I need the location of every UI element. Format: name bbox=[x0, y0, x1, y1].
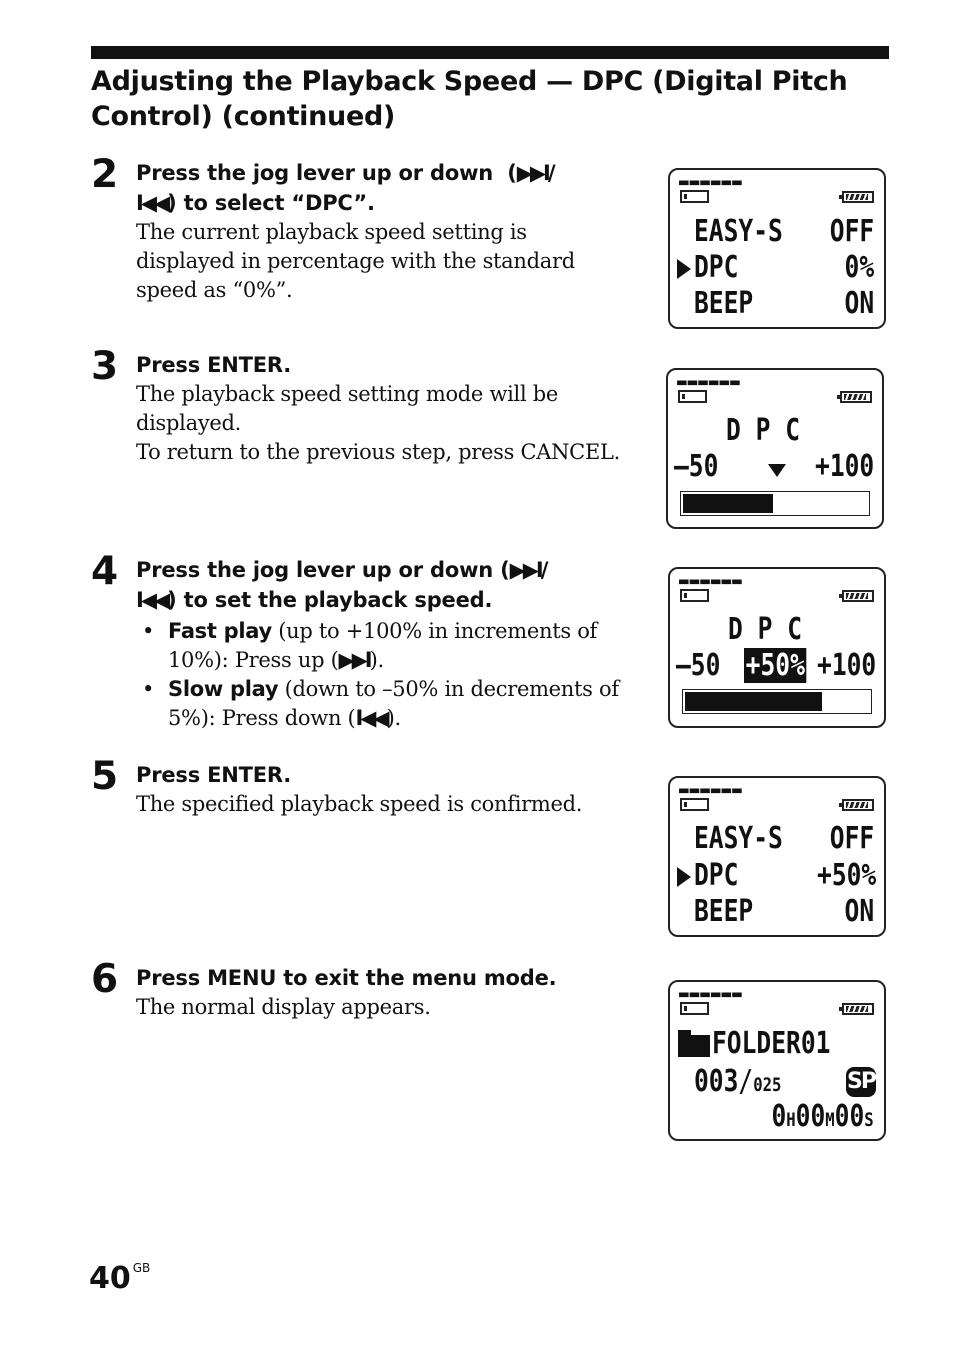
menu-item-value: ON bbox=[844, 894, 874, 929]
menu-item-value: 0% bbox=[844, 250, 874, 285]
step-body: The current playback speed setting is displayed in percentage with the standard speed as “0%”. bbox=[136, 220, 575, 302]
dpc-title: D P C bbox=[728, 612, 803, 647]
list-item: • Slow play (down to –50% in decrements of 5%): Press down (I◀◀). bbox=[142, 677, 619, 730]
speed-bar bbox=[680, 491, 870, 516]
lcd-display-normal bbox=[668, 980, 886, 1141]
scale-max: +100 bbox=[814, 449, 874, 484]
step-number: 3 bbox=[91, 344, 119, 389]
cursor-arrow-icon bbox=[677, 867, 691, 887]
scale-min: –50 bbox=[676, 648, 721, 683]
lcd-display-menu-confirmed bbox=[668, 776, 886, 937]
step-6 bbox=[91, 957, 621, 1022]
prev-track-icon: I◀◀ bbox=[136, 191, 168, 215]
menu-item-label: DPC bbox=[694, 250, 739, 285]
memory-card-icon bbox=[680, 589, 709, 602]
menu-item-value: OFF bbox=[829, 214, 874, 249]
memory-card-icon bbox=[680, 190, 709, 203]
lcd-display-dpc bbox=[666, 368, 884, 529]
scale-max: +100 bbox=[816, 648, 876, 683]
next-track-icon: ▶▶I bbox=[338, 648, 370, 672]
menu-item-label: BEEP bbox=[694, 894, 754, 929]
step-heading: Press MENU to exit the menu mode. bbox=[136, 966, 557, 990]
battery-icon bbox=[842, 590, 874, 602]
menu-item-value: +50% bbox=[816, 858, 876, 893]
menu-item-label: DPC bbox=[694, 858, 739, 893]
menu-item-value: OFF bbox=[829, 821, 874, 856]
step-heading: Press ENTER. bbox=[136, 763, 292, 787]
folder-icon bbox=[678, 1035, 710, 1057]
cursor-arrow-icon bbox=[677, 259, 691, 279]
scale-min: –50 bbox=[674, 449, 719, 484]
current-speed: +50% bbox=[745, 648, 805, 683]
step-number: 4 bbox=[91, 549, 119, 594]
step-2 bbox=[91, 152, 621, 305]
step-number: 2 bbox=[91, 152, 119, 197]
prev-track-icon: I◀◀ bbox=[355, 706, 387, 730]
lcd-display-menu bbox=[668, 168, 886, 329]
record-mode-badge: SP bbox=[846, 1067, 876, 1097]
step-body-2: To return to the previous step, press CANCEL. bbox=[136, 440, 620, 464]
pointer-triangle-icon bbox=[768, 464, 786, 477]
level-dashes: ▬▬▬▬▬▬ bbox=[679, 984, 743, 1003]
list-item: • Fast play (up to +100% in increments of 10%): Press up (▶▶I). bbox=[142, 619, 598, 672]
elapsed-time: 0H00M00S bbox=[771, 1099, 874, 1134]
speed-bar-fill bbox=[685, 692, 822, 711]
menu-item-label: EASY-S bbox=[694, 821, 783, 856]
step-body: The normal display appears. bbox=[136, 995, 431, 1019]
step-body: The playback speed setting mode will be displayed. bbox=[136, 382, 559, 435]
step-3 bbox=[91, 344, 621, 467]
next-track-icon: ▶▶I bbox=[516, 161, 548, 185]
step-number: 5 bbox=[91, 754, 119, 799]
folder-name: FOLDER01 bbox=[712, 1026, 831, 1061]
menu-item-label: BEEP bbox=[694, 286, 754, 321]
step-heading: Press ENTER. bbox=[136, 353, 292, 377]
memory-card-icon bbox=[680, 1002, 709, 1015]
page-number: 40 $^{GB}$ bbox=[89, 1261, 151, 1296]
dpc-title: D P C bbox=[726, 413, 801, 448]
battery-icon bbox=[840, 391, 872, 403]
step-4 bbox=[91, 549, 621, 733]
next-track-icon: ▶▶I bbox=[509, 558, 541, 582]
bullet-list bbox=[136, 617, 621, 733]
level-dashes: ▬▬▬▬▬▬ bbox=[677, 372, 741, 391]
track-counter: 003/025 bbox=[694, 1064, 782, 1099]
battery-icon bbox=[842, 799, 874, 811]
speed-bar bbox=[682, 689, 872, 714]
lcd-display-dpc-set bbox=[668, 567, 886, 728]
menu-item-value: ON bbox=[844, 286, 874, 321]
memory-card-icon bbox=[680, 798, 709, 811]
step-body: The specified playback speed is confirmed. bbox=[136, 792, 583, 816]
speed-bar-fill bbox=[683, 494, 773, 513]
memory-card-icon bbox=[678, 390, 707, 403]
step-heading: Press the jog lever up or down (▶▶I/ I◀◀) to set the playback speed. bbox=[136, 558, 549, 612]
level-dashes: ▬▬▬▬▬▬ bbox=[679, 780, 743, 799]
battery-icon bbox=[842, 1003, 874, 1015]
top-rule bbox=[91, 46, 889, 59]
menu-item-label: EASY-S bbox=[694, 214, 783, 249]
battery-icon bbox=[842, 191, 874, 203]
level-dashes: ▬▬▬▬▬▬ bbox=[679, 571, 743, 590]
prev-track-icon: I◀◀ bbox=[136, 588, 168, 612]
step-number: 6 bbox=[91, 957, 119, 1002]
step-5 bbox=[91, 754, 621, 819]
level-dashes: ▬▬▬▬▬▬ bbox=[679, 172, 743, 191]
step-heading: Press the jog lever up or down (▶▶I/ I◀◀) to select “DPC”. bbox=[136, 161, 556, 215]
page-title: Adjusting the Playback Speed — DPC (Digital Pitch Control) (continued) bbox=[91, 66, 848, 132]
